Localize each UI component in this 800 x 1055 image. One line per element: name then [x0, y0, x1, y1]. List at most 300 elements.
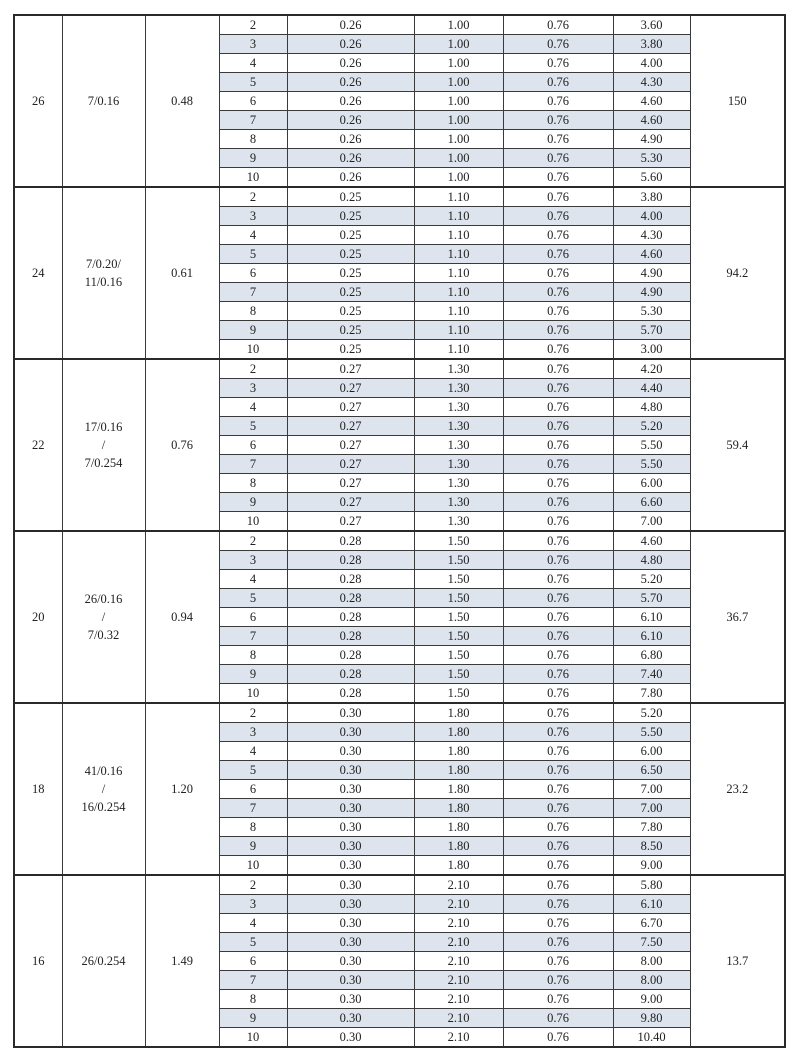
insulation-od-cell: 1.80 [414, 818, 503, 837]
insulation-od-cell: 2.10 [414, 1009, 503, 1028]
overall-od-cell: 4.90 [613, 264, 690, 283]
insulation-thickness-cell: 0.30 [287, 742, 414, 761]
sheath-thickness-cell: 0.76 [503, 1028, 613, 1048]
overall-od-cell: 4.60 [613, 245, 690, 264]
stranding-cell [62, 359, 145, 531]
cores-cell: 6 [219, 952, 287, 971]
sheath-thickness-cell: 0.76 [503, 684, 613, 704]
stranding-line: 41/0.16 [84, 764, 123, 778]
insulation-thickness-cell: 0.30 [287, 990, 414, 1009]
insulation-thickness-cell: 0.27 [287, 359, 414, 379]
overall-od-cell: 5.30 [613, 302, 690, 321]
sheath-thickness-cell: 0.76 [503, 589, 613, 608]
insulation-od-cell: 1.00 [414, 168, 503, 188]
stranding-line: 7/0.20/ [85, 257, 122, 271]
overall-od-cell: 8.00 [613, 971, 690, 990]
cores-cell: 7 [219, 455, 287, 474]
insulation-od-cell: 1.10 [414, 207, 503, 226]
cores-cell: 4 [219, 54, 287, 73]
resistance-cell: 94.2 [690, 187, 785, 359]
insulation-thickness-cell: 0.25 [287, 226, 414, 245]
cable-spec-table [13, 14, 786, 1048]
cores-cell: 5 [219, 73, 287, 92]
sheath-thickness-cell: 0.76 [503, 226, 613, 245]
insulation-od-cell: 1.30 [414, 417, 503, 436]
overall-od-cell: 7.00 [613, 799, 690, 818]
sheath-thickness-cell: 0.76 [503, 474, 613, 493]
sheath-thickness-cell: 0.76 [503, 264, 613, 283]
insulation-od-cell: 1.30 [414, 436, 503, 455]
resistance-cell: 36.7 [690, 531, 785, 703]
insulation-od-cell: 1.80 [414, 856, 503, 876]
cores-cell: 9 [219, 665, 287, 684]
insulation-od-cell: 2.10 [414, 1028, 503, 1048]
sheath-thickness-cell: 0.76 [503, 92, 613, 111]
cores-cell: 4 [219, 398, 287, 417]
cores-cell: 2 [219, 15, 287, 35]
spec-table-container [13, 14, 786, 1048]
sheath-thickness-cell: 0.76 [503, 818, 613, 837]
overall-od-cell: 7.40 [613, 665, 690, 684]
insulation-thickness-cell: 0.30 [287, 799, 414, 818]
overall-od-cell: 7.00 [613, 780, 690, 799]
insulation-thickness-cell: 0.30 [287, 1028, 414, 1048]
stranding-line: 26/0.254 [81, 954, 126, 968]
insulation-thickness-cell: 0.26 [287, 111, 414, 130]
insulation-od-cell: 1.50 [414, 608, 503, 627]
insulation-od-cell: 1.30 [414, 359, 503, 379]
insulation-od-cell: 1.00 [414, 111, 503, 130]
insulation-od-cell: 1.00 [414, 35, 503, 54]
insulation-od-cell: 2.10 [414, 971, 503, 990]
overall-od-cell: 5.60 [613, 168, 690, 188]
insulation-thickness-cell: 0.27 [287, 493, 414, 512]
insulation-thickness-cell: 0.30 [287, 761, 414, 780]
insulation-od-cell: 2.10 [414, 895, 503, 914]
overall-od-cell: 4.30 [613, 73, 690, 92]
cores-cell: 2 [219, 531, 287, 551]
insulation-od-cell: 1.50 [414, 627, 503, 646]
sheath-thickness-cell: 0.76 [503, 856, 613, 876]
cores-cell: 4 [219, 226, 287, 245]
cores-cell: 3 [219, 895, 287, 914]
insulation-thickness-cell: 0.27 [287, 398, 414, 417]
sheath-thickness-cell: 0.76 [503, 723, 613, 742]
insulation-thickness-cell: 0.30 [287, 914, 414, 933]
stranding-cell [62, 875, 145, 1047]
table-row [14, 531, 785, 551]
insulation-thickness-cell: 0.27 [287, 455, 414, 474]
sheath-thickness-cell: 0.76 [503, 15, 613, 35]
sheath-thickness-cell: 0.76 [503, 570, 613, 589]
cores-cell: 5 [219, 761, 287, 780]
sheath-thickness-cell: 0.76 [503, 531, 613, 551]
sheath-thickness-cell: 0.76 [503, 703, 613, 723]
sheath-thickness-cell: 0.76 [503, 895, 613, 914]
insulation-thickness-cell: 0.30 [287, 723, 414, 742]
sheath-thickness-cell: 0.76 [503, 417, 613, 436]
overall-od-cell: 6.80 [613, 646, 690, 665]
overall-od-cell: 6.10 [613, 627, 690, 646]
overall-od-cell: 5.80 [613, 875, 690, 895]
awg-group [14, 359, 785, 531]
stranding-line: 7/0.16 [87, 94, 120, 108]
insulation-thickness-cell: 0.28 [287, 684, 414, 704]
insulation-od-cell: 1.00 [414, 73, 503, 92]
overall-od-cell: 5.70 [613, 589, 690, 608]
conductor-diameter-cell: 0.61 [145, 187, 219, 359]
sheath-thickness-cell: 0.76 [503, 111, 613, 130]
insulation-od-cell: 2.10 [414, 914, 503, 933]
overall-od-cell: 5.20 [613, 703, 690, 723]
insulation-thickness-cell: 0.26 [287, 35, 414, 54]
overall-od-cell: 10.40 [613, 1028, 690, 1048]
stranding-line: 26/0.16 [84, 592, 123, 606]
cores-cell: 2 [219, 187, 287, 207]
insulation-thickness-cell: 0.30 [287, 837, 414, 856]
cores-cell: 9 [219, 837, 287, 856]
insulation-od-cell: 1.80 [414, 742, 503, 761]
cores-cell: 5 [219, 589, 287, 608]
cores-cell: 5 [219, 245, 287, 264]
stranding-line: 17/0.16 [84, 420, 123, 434]
sheath-thickness-cell: 0.76 [503, 35, 613, 54]
cores-cell: 8 [219, 130, 287, 149]
insulation-od-cell: 1.10 [414, 226, 503, 245]
insulation-od-cell: 1.80 [414, 723, 503, 742]
insulation-thickness-cell: 0.27 [287, 474, 414, 493]
insulation-od-cell: 2.10 [414, 990, 503, 1009]
overall-od-cell: 6.10 [613, 895, 690, 914]
insulation-thickness-cell: 0.25 [287, 340, 414, 360]
insulation-od-cell: 1.00 [414, 15, 503, 35]
overall-od-cell: 7.80 [613, 818, 690, 837]
insulation-od-cell: 1.00 [414, 149, 503, 168]
conductor-diameter-cell: 0.94 [145, 531, 219, 703]
insulation-thickness-cell: 0.30 [287, 875, 414, 895]
sheath-thickness-cell: 0.76 [503, 551, 613, 570]
insulation-thickness-cell: 0.25 [287, 321, 414, 340]
overall-od-cell: 4.60 [613, 92, 690, 111]
sheath-thickness-cell: 0.76 [503, 608, 613, 627]
stranding-cell [62, 703, 145, 875]
cores-cell: 9 [219, 149, 287, 168]
cores-cell: 6 [219, 92, 287, 111]
insulation-od-cell: 1.30 [414, 474, 503, 493]
sheath-thickness-cell: 0.76 [503, 187, 613, 207]
overall-od-cell: 4.60 [613, 531, 690, 551]
resistance-cell: 13.7 [690, 875, 785, 1047]
cores-cell: 10 [219, 340, 287, 360]
insulation-od-cell: 1.10 [414, 302, 503, 321]
resistance-cell: 59.4 [690, 359, 785, 531]
sheath-thickness-cell: 0.76 [503, 359, 613, 379]
cores-cell: 3 [219, 379, 287, 398]
cores-cell: 9 [219, 493, 287, 512]
cores-cell: 10 [219, 512, 287, 532]
overall-od-cell: 4.30 [613, 226, 690, 245]
sheath-thickness-cell: 0.76 [503, 436, 613, 455]
awg-cell: 20 [14, 531, 62, 703]
overall-od-cell: 5.20 [613, 570, 690, 589]
cores-cell: 6 [219, 608, 287, 627]
overall-od-cell: 3.80 [613, 187, 690, 207]
cores-cell: 3 [219, 723, 287, 742]
cores-cell: 9 [219, 321, 287, 340]
cores-cell: 3 [219, 35, 287, 54]
cores-cell: 2 [219, 359, 287, 379]
insulation-thickness-cell: 0.27 [287, 436, 414, 455]
insulation-od-cell: 1.50 [414, 646, 503, 665]
sheath-thickness-cell: 0.76 [503, 207, 613, 226]
cores-cell: 4 [219, 742, 287, 761]
sheath-thickness-cell: 0.76 [503, 799, 613, 818]
insulation-thickness-cell: 0.28 [287, 531, 414, 551]
insulation-thickness-cell: 0.30 [287, 703, 414, 723]
sheath-thickness-cell: 0.76 [503, 971, 613, 990]
insulation-od-cell: 2.10 [414, 875, 503, 895]
insulation-od-cell: 1.80 [414, 780, 503, 799]
insulation-od-cell: 1.50 [414, 570, 503, 589]
cores-cell: 6 [219, 436, 287, 455]
awg-cell: 26 [14, 15, 62, 187]
overall-od-cell: 4.80 [613, 398, 690, 417]
cores-cell: 6 [219, 264, 287, 283]
cores-cell: 3 [219, 551, 287, 570]
cores-cell: 7 [219, 799, 287, 818]
insulation-thickness-cell: 0.26 [287, 15, 414, 35]
insulation-od-cell: 1.80 [414, 837, 503, 856]
table-row [14, 187, 785, 207]
insulation-thickness-cell: 0.27 [287, 379, 414, 398]
insulation-thickness-cell: 0.26 [287, 149, 414, 168]
insulation-thickness-cell: 0.28 [287, 551, 414, 570]
sheath-thickness-cell: 0.76 [503, 302, 613, 321]
awg-cell: 22 [14, 359, 62, 531]
sheath-thickness-cell: 0.76 [503, 130, 613, 149]
sheath-thickness-cell: 0.76 [503, 952, 613, 971]
cores-cell: 5 [219, 417, 287, 436]
awg-cell: 24 [14, 187, 62, 359]
sheath-thickness-cell: 0.76 [503, 379, 613, 398]
insulation-od-cell: 1.50 [414, 684, 503, 704]
insulation-thickness-cell: 0.30 [287, 1009, 414, 1028]
insulation-thickness-cell: 0.25 [287, 245, 414, 264]
insulation-od-cell: 1.30 [414, 379, 503, 398]
stranding-line: / [101, 438, 106, 452]
sheath-thickness-cell: 0.76 [503, 512, 613, 532]
insulation-thickness-cell: 0.28 [287, 570, 414, 589]
insulation-thickness-cell: 0.28 [287, 646, 414, 665]
insulation-od-cell: 1.10 [414, 321, 503, 340]
awg-group [14, 15, 785, 187]
insulation-thickness-cell: 0.25 [287, 207, 414, 226]
overall-od-cell: 5.70 [613, 321, 690, 340]
overall-od-cell: 5.30 [613, 149, 690, 168]
cores-cell: 4 [219, 570, 287, 589]
sheath-thickness-cell: 0.76 [503, 54, 613, 73]
cores-cell: 8 [219, 818, 287, 837]
cores-cell: 2 [219, 875, 287, 895]
insulation-od-cell: 1.00 [414, 130, 503, 149]
insulation-od-cell: 1.10 [414, 187, 503, 207]
overall-od-cell: 4.80 [613, 551, 690, 570]
overall-od-cell: 6.10 [613, 608, 690, 627]
insulation-thickness-cell: 0.30 [287, 952, 414, 971]
sheath-thickness-cell: 0.76 [503, 933, 613, 952]
sheath-thickness-cell: 0.76 [503, 780, 613, 799]
sheath-thickness-cell: 0.76 [503, 73, 613, 92]
insulation-thickness-cell: 0.30 [287, 780, 414, 799]
overall-od-cell: 8.00 [613, 952, 690, 971]
overall-od-cell: 4.40 [613, 379, 690, 398]
table-row [14, 703, 785, 723]
stranding-cell [62, 15, 145, 187]
conductor-diameter-cell: 0.76 [145, 359, 219, 531]
insulation-thickness-cell: 0.30 [287, 971, 414, 990]
sheath-thickness-cell: 0.76 [503, 283, 613, 302]
overall-od-cell: 6.00 [613, 742, 690, 761]
sheath-thickness-cell: 0.76 [503, 398, 613, 417]
awg-group [14, 875, 785, 1047]
awg-group [14, 703, 785, 875]
insulation-od-cell: 1.10 [414, 283, 503, 302]
awg-cell: 18 [14, 703, 62, 875]
resistance-cell: 150 [690, 15, 785, 187]
awg-group [14, 187, 785, 359]
insulation-thickness-cell: 0.26 [287, 130, 414, 149]
insulation-od-cell: 1.50 [414, 531, 503, 551]
sheath-thickness-cell: 0.76 [503, 875, 613, 895]
insulation-od-cell: 1.80 [414, 761, 503, 780]
overall-od-cell: 4.90 [613, 283, 690, 302]
sheath-thickness-cell: 0.76 [503, 914, 613, 933]
cores-cell: 4 [219, 914, 287, 933]
stranding-line: / [101, 610, 106, 624]
conductor-diameter-cell: 0.48 [145, 15, 219, 187]
insulation-od-cell: 1.30 [414, 512, 503, 532]
overall-od-cell: 7.50 [613, 933, 690, 952]
overall-od-cell: 5.50 [613, 455, 690, 474]
overall-od-cell: 4.00 [613, 54, 690, 73]
cores-cell: 2 [219, 703, 287, 723]
stranding-line: 7/0.32 [87, 628, 120, 642]
sheath-thickness-cell: 0.76 [503, 761, 613, 780]
overall-od-cell: 3.00 [613, 340, 690, 360]
insulation-thickness-cell: 0.28 [287, 627, 414, 646]
insulation-thickness-cell: 0.30 [287, 933, 414, 952]
insulation-thickness-cell: 0.27 [287, 417, 414, 436]
insulation-thickness-cell: 0.30 [287, 818, 414, 837]
sheath-thickness-cell: 0.76 [503, 837, 613, 856]
cores-cell: 6 [219, 780, 287, 799]
table-row [14, 15, 785, 35]
sheath-thickness-cell: 0.76 [503, 493, 613, 512]
insulation-thickness-cell: 0.28 [287, 608, 414, 627]
overall-od-cell: 5.20 [613, 417, 690, 436]
cores-cell: 10 [219, 684, 287, 704]
awg-cell: 16 [14, 875, 62, 1047]
insulation-thickness-cell: 0.27 [287, 512, 414, 532]
insulation-thickness-cell: 0.26 [287, 92, 414, 111]
sheath-thickness-cell: 0.76 [503, 245, 613, 264]
insulation-od-cell: 1.30 [414, 493, 503, 512]
overall-od-cell: 7.00 [613, 512, 690, 532]
insulation-thickness-cell: 0.28 [287, 589, 414, 608]
insulation-thickness-cell: 0.25 [287, 187, 414, 207]
sheath-thickness-cell: 0.76 [503, 340, 613, 360]
resistance-cell: 23.2 [690, 703, 785, 875]
sheath-thickness-cell: 0.76 [503, 321, 613, 340]
sheath-thickness-cell: 0.76 [503, 1009, 613, 1028]
cores-cell: 7 [219, 283, 287, 302]
insulation-od-cell: 1.50 [414, 665, 503, 684]
insulation-thickness-cell: 0.25 [287, 264, 414, 283]
insulation-thickness-cell: 0.25 [287, 283, 414, 302]
sheath-thickness-cell: 0.76 [503, 627, 613, 646]
insulation-od-cell: 1.10 [414, 245, 503, 264]
insulation-od-cell: 2.10 [414, 952, 503, 971]
insulation-od-cell: 2.10 [414, 933, 503, 952]
overall-od-cell: 9.00 [613, 990, 690, 1009]
overall-od-cell: 5.50 [613, 436, 690, 455]
overall-od-cell: 6.50 [613, 761, 690, 780]
insulation-thickness-cell: 0.28 [287, 665, 414, 684]
insulation-thickness-cell: 0.25 [287, 302, 414, 321]
overall-od-cell: 5.50 [613, 723, 690, 742]
overall-od-cell: 7.80 [613, 684, 690, 704]
insulation-thickness-cell: 0.30 [287, 895, 414, 914]
stranding-line: 11/0.16 [84, 275, 123, 289]
sheath-thickness-cell: 0.76 [503, 168, 613, 188]
insulation-thickness-cell: 0.26 [287, 168, 414, 188]
cores-cell: 7 [219, 971, 287, 990]
sheath-thickness-cell: 0.76 [503, 646, 613, 665]
cores-cell: 3 [219, 207, 287, 226]
stranding-cell [62, 187, 145, 359]
cores-cell: 10 [219, 856, 287, 876]
cores-cell: 8 [219, 990, 287, 1009]
conductor-diameter-cell: 1.49 [145, 875, 219, 1047]
insulation-thickness-cell: 0.26 [287, 73, 414, 92]
insulation-od-cell: 1.10 [414, 340, 503, 360]
stranding-line: 16/0.254 [81, 800, 126, 814]
cores-cell: 7 [219, 111, 287, 130]
cores-cell: 10 [219, 1028, 287, 1048]
sheath-thickness-cell: 0.76 [503, 742, 613, 761]
stranding-line: / [101, 782, 106, 796]
sheath-thickness-cell: 0.76 [503, 665, 613, 684]
overall-od-cell: 4.00 [613, 207, 690, 226]
overall-od-cell: 4.90 [613, 130, 690, 149]
cores-cell: 5 [219, 933, 287, 952]
stranding-cell [62, 531, 145, 703]
cores-cell: 8 [219, 646, 287, 665]
overall-od-cell: 9.00 [613, 856, 690, 876]
insulation-od-cell: 1.00 [414, 54, 503, 73]
overall-od-cell: 9.80 [613, 1009, 690, 1028]
overall-od-cell: 4.20 [613, 359, 690, 379]
insulation-od-cell: 1.50 [414, 551, 503, 570]
insulation-thickness-cell: 0.26 [287, 54, 414, 73]
overall-od-cell: 6.00 [613, 474, 690, 493]
overall-od-cell: 8.50 [613, 837, 690, 856]
insulation-od-cell: 1.30 [414, 398, 503, 417]
cores-cell: 8 [219, 474, 287, 493]
cores-cell: 7 [219, 627, 287, 646]
overall-od-cell: 3.60 [613, 15, 690, 35]
cores-cell: 9 [219, 1009, 287, 1028]
